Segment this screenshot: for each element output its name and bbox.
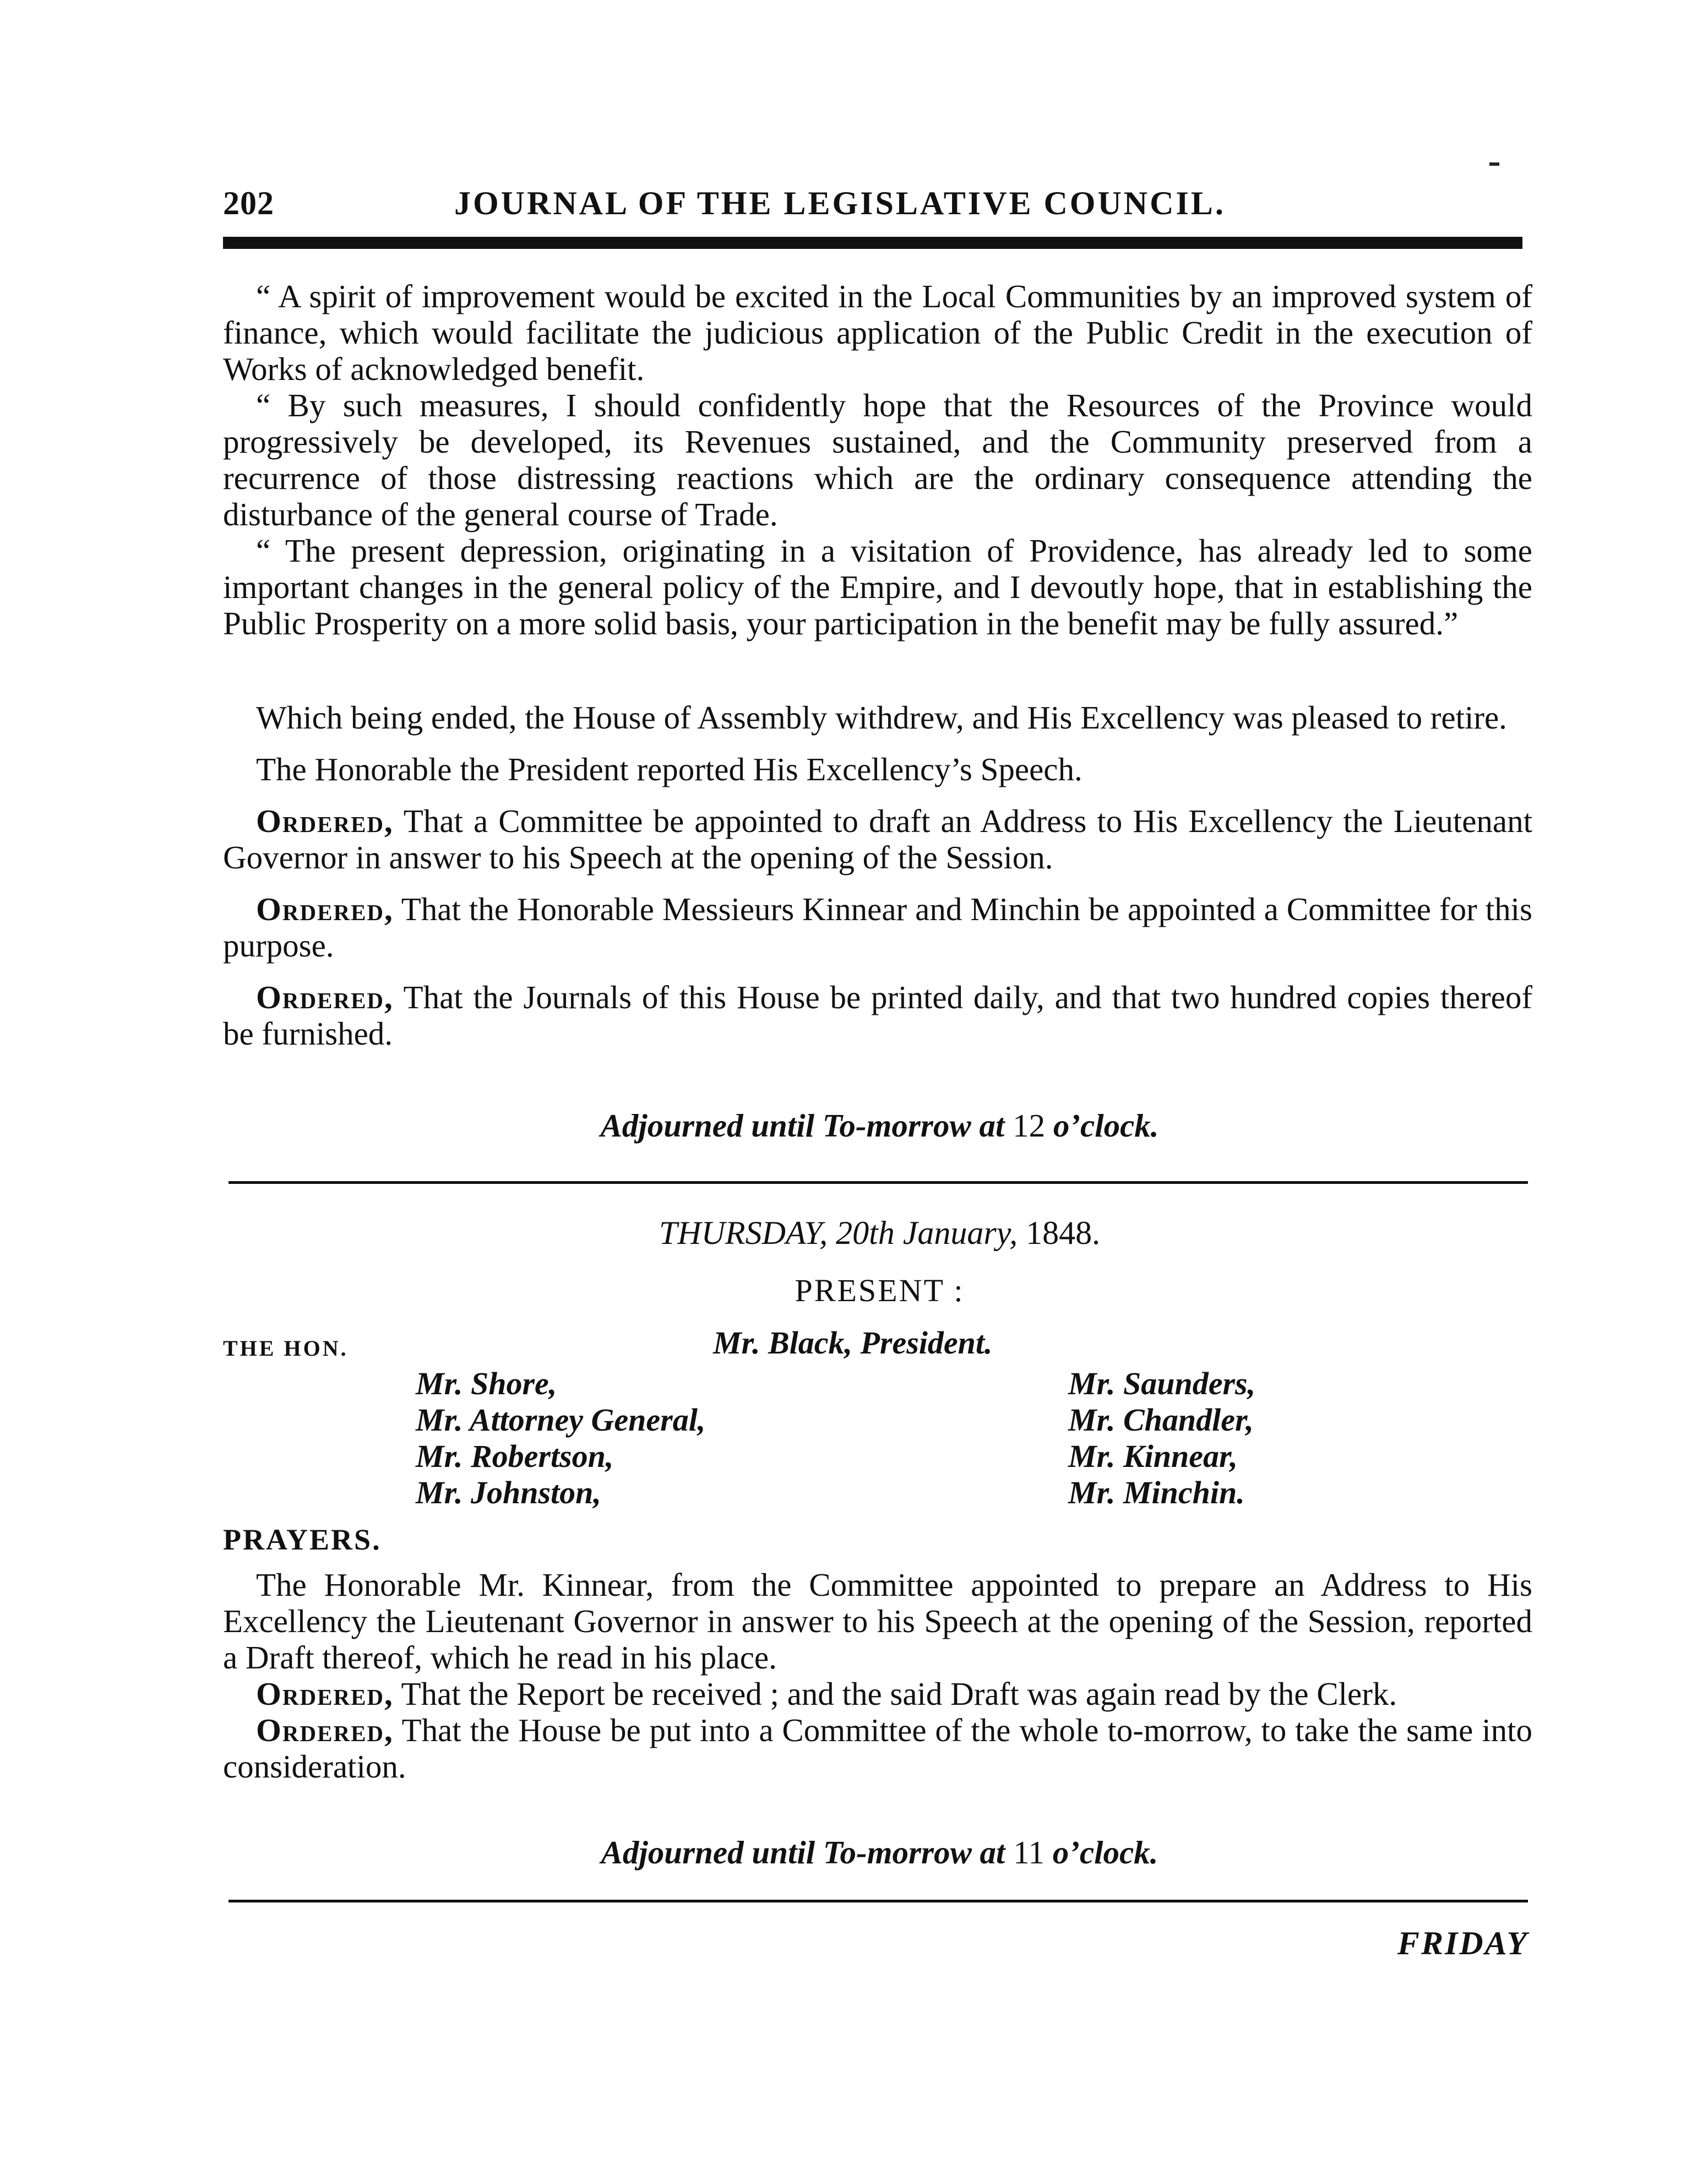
ordered-label: Ordered, bbox=[256, 803, 394, 839]
proceeding-paragraph: The Honorable the President reported His Excellency’s Speech. bbox=[256, 751, 1083, 787]
page-number: 202 bbox=[223, 185, 274, 221]
ordered-label: Ordered, bbox=[256, 891, 394, 927]
sitting-year: 1848. bbox=[1018, 1215, 1101, 1251]
president-name: Mr. Black, President. bbox=[713, 1325, 993, 1361]
header-rule bbox=[223, 237, 1522, 249]
order-paragraph bbox=[223, 1712, 1532, 1785]
running-title: JOURNAL OF THE LEGISLATIVE COUNCIL. bbox=[454, 185, 1226, 221]
speech-paragraph: “ By such measures, I should confidently hope that the Resources of the Province would progressively be developed, its Revenues sustained, and the Community preserved from a recurrence of those distressing reactions which are the ordinary consequence attending the disturbance of the general course of Trade. bbox=[223, 387, 1532, 532]
member-name: Mr. Chandler, bbox=[1068, 1402, 1254, 1438]
member-name: Mr. Johnston, bbox=[416, 1475, 601, 1510]
the-hon-label: THE HON. bbox=[223, 1336, 349, 1361]
order-text: That the Journals of this House be printed daily, and that two hundred copies thereof be furnished. bbox=[223, 979, 1532, 1052]
sitting-date bbox=[223, 1214, 1536, 1252]
member-name: Mr. Robertson, bbox=[416, 1438, 614, 1474]
proceeding-paragraph: Which being ended, the House of Assembly withdrew, and His Excellency was pleased to retire. bbox=[256, 699, 1507, 736]
order-text: That a Committee be appointed to draft an Address to His Excellency the Lieutenant Governor in answer to his Speech at the opening of the Session. bbox=[223, 803, 1532, 876]
members-left-column bbox=[416, 1366, 705, 1511]
adjournment-time: 11 bbox=[1013, 1834, 1045, 1871]
adjournment-suffix: o’clock. bbox=[1045, 1107, 1159, 1144]
margin-mark bbox=[1489, 162, 1499, 166]
present-label: PRESENT : bbox=[795, 1273, 965, 1308]
speech-paragraph: “ A spirit of improvement would be excited in the Local Communities by an improved system of finance, which would facilitate the judicious application of the Public Credit in the execution of Works of acknowledged benefit. bbox=[223, 278, 1532, 387]
proceedings-section bbox=[223, 699, 1532, 1052]
catchword: FRIDAY bbox=[1397, 1925, 1529, 1961]
order-paragraph bbox=[223, 979, 1532, 1052]
adjournment-line bbox=[223, 1834, 1536, 1872]
order-text: That the Report be received ; and the said Draft was again read by the Clerk. bbox=[393, 1676, 1397, 1712]
ordered-label: Ordered, bbox=[256, 979, 394, 1015]
order-paragraph bbox=[223, 1676, 1532, 1712]
adjournment-line bbox=[223, 1107, 1536, 1145]
sitting-day: THURSDAY, bbox=[659, 1215, 828, 1251]
order-paragraph bbox=[223, 891, 1532, 964]
proceeding-paragraph: The Honorable Mr. Kinnear, from the Committee appointed to prepare an Address to His Excellency the Lieutenant Governor in answer to his Speech at the opening of the Session, reported a Draft thereof, which he read in his place. bbox=[223, 1567, 1532, 1676]
members-right-column bbox=[1068, 1366, 1255, 1511]
member-name: Mr. Minchin. bbox=[1068, 1475, 1245, 1510]
member-name: Mr. Attorney General, bbox=[416, 1402, 706, 1438]
sitting-day-month: 20th January, bbox=[828, 1215, 1018, 1251]
member-name: Mr. Shore, bbox=[416, 1366, 557, 1401]
order-text: That the House be put into a Committee of the whole to-morrow, to take the same into consideration. bbox=[223, 1712, 1532, 1785]
prayers-heading: PRAYERS. bbox=[223, 1523, 382, 1556]
speech-paragraph: “ The present depression, originating in a visitation of Providence, has already led to some important changes in the general policy of the Empire, and I devoutly hope, that in establishing the Public Prosperity on a more solid basis, your participation in the benefit may be fully assured.” bbox=[223, 532, 1532, 642]
adjournment-text: Adjourned until To-morrow at bbox=[600, 1107, 1013, 1144]
section-rule bbox=[229, 1181, 1528, 1184]
ordered-label: Ordered, bbox=[256, 1712, 394, 1748]
speech-continuation bbox=[223, 278, 1532, 642]
order-text: That the Honorable Messieurs Kinnear and Minchin be appointed a Committee for this purpose. bbox=[223, 891, 1532, 964]
section-rule bbox=[229, 1900, 1528, 1902]
adjournment-time: 12 bbox=[1013, 1107, 1046, 1144]
ordered-label: Ordered, bbox=[256, 1676, 394, 1712]
page-header bbox=[223, 184, 1536, 229]
member-name: Mr. Kinnear, bbox=[1068, 1438, 1238, 1474]
adjournment-text: Adjourned until To-morrow at bbox=[601, 1834, 1014, 1871]
order-paragraph bbox=[223, 803, 1532, 876]
member-name: Mr. Saunders, bbox=[1068, 1366, 1256, 1401]
sitting-proceedings bbox=[223, 1567, 1532, 1785]
adjournment-suffix: o’clock. bbox=[1045, 1834, 1158, 1871]
